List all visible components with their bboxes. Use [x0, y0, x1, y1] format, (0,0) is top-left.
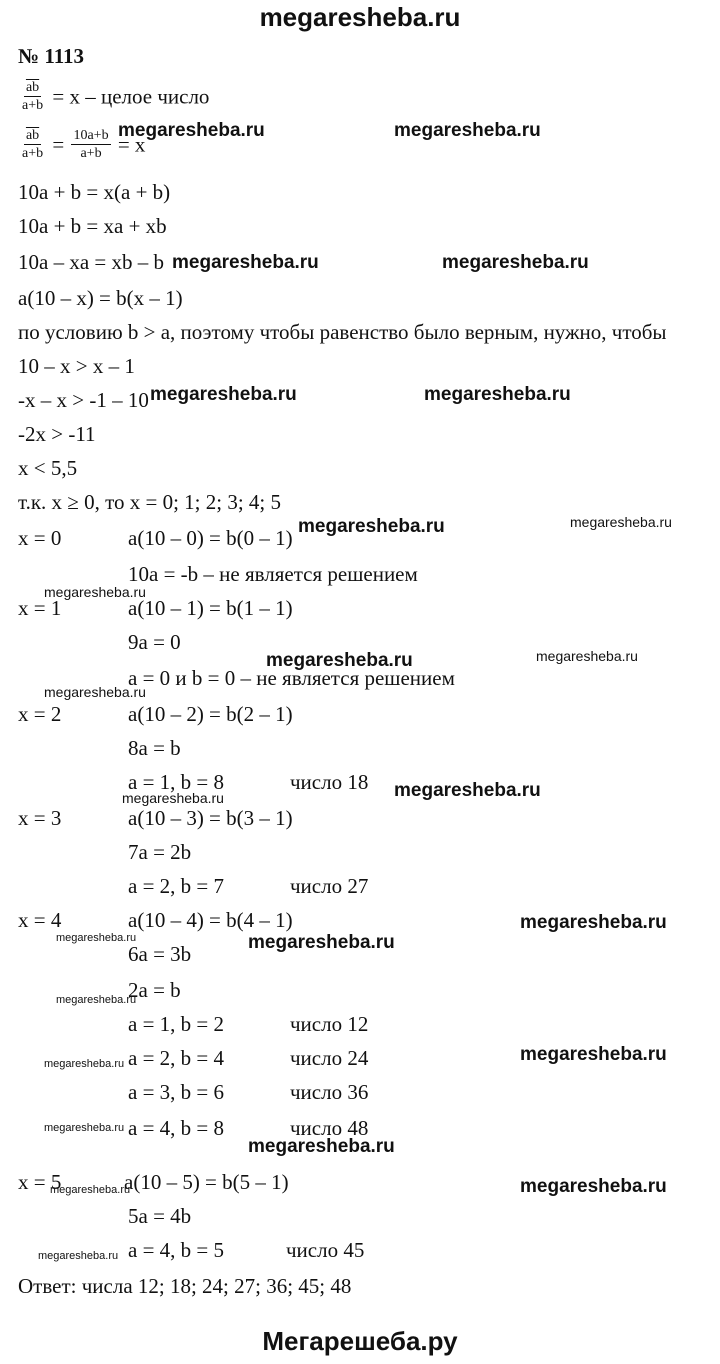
site-header: megaresheba.ru [259, 2, 461, 32]
derivation-line: x < 5,5 [18, 456, 78, 480]
derivation-line: -x – x > -1 – 10 [18, 388, 149, 412]
case-step: 8a = b [128, 736, 181, 760]
fraction [20, 80, 45, 113]
case-result-number: число 24 [290, 1046, 369, 1070]
case-step: 9a = 0 [128, 630, 181, 654]
derivation-line: a(10 – x) = b(x – 1) [18, 286, 183, 310]
watermark: megaresheba.ru [570, 514, 672, 530]
watermark: megaresheba.ru [50, 1184, 131, 1196]
watermark: megaresheba.ru [298, 516, 445, 537]
case-x-label: x = 3 [18, 806, 62, 830]
watermark: megaresheba.ru [122, 790, 224, 806]
watermark: megaresheba.ru [38, 1250, 119, 1262]
watermark: megaresheba.ru [248, 932, 395, 953]
watermark: megaresheba.ru [424, 384, 571, 405]
case-result-ab: a = 4, b = 8 [128, 1116, 225, 1140]
fraction-line-1 [18, 80, 209, 113]
fraction-denominator: a+b [22, 98, 44, 113]
watermark: megaresheba.ru [520, 912, 667, 933]
case-equation: a(10 – 2) = b(2 – 1) [128, 702, 293, 726]
case-step: 2a = b [128, 978, 181, 1002]
site-footer: Мегарешеба.ру [262, 1326, 458, 1356]
watermark: megaresheba.ru [118, 120, 265, 141]
case-x-label: x = 2 [18, 702, 62, 726]
watermark: megaresheba.ru [56, 994, 137, 1006]
watermark: megaresheba.ru [394, 780, 541, 801]
watermark: megaresheba.ru [44, 584, 146, 600]
case-step: a = 0 и b = 0 – не является решением [128, 666, 455, 690]
watermark: megaresheba.ru [520, 1176, 667, 1197]
case-result-ab: a = 2, b = 4 [128, 1046, 225, 1070]
derivation-line: -2x > -11 [18, 422, 96, 446]
case-equation: a(10 – 1) = b(1 – 1) [128, 596, 293, 620]
fraction-denominator: a+b [80, 146, 102, 161]
watermark: megaresheba.ru [394, 120, 541, 141]
case-x-label: x = 4 [18, 908, 62, 932]
watermark: megaresheba.ru [172, 252, 319, 273]
answer-line: Ответ: числа 12; 18; 24; 27; 36; 45; 48 [18, 1274, 352, 1298]
case-result-ab: a = 3, b = 6 [128, 1080, 225, 1104]
watermark: megaresheba.ru [44, 684, 146, 700]
equals-sign: = [47, 132, 70, 157]
case-result-ab: a = 1, b = 2 [128, 1012, 225, 1036]
watermark: megaresheba.ru [536, 648, 638, 664]
case-equation: a(10 – 4) = b(4 – 1) [128, 908, 293, 932]
case-step: 6a = 3b [128, 942, 192, 966]
case-step: 10a = -b – не является решением [128, 562, 418, 586]
case-result-number: число 18 [290, 770, 369, 794]
case-result-number: число 12 [290, 1012, 369, 1036]
case-result-ab: a = 4, b = 5 [128, 1238, 225, 1262]
fraction [71, 128, 110, 161]
case-result-number: число 48 [290, 1116, 369, 1140]
fraction-numerator: $\overline{ab}$ [25, 128, 40, 143]
fraction-rest: = x – целое число [47, 84, 210, 109]
derivation-line: 10a – xa = xb – b [18, 250, 164, 274]
case-equation: a(10 – 3) = b(3 – 1) [128, 806, 293, 830]
case-step: 7a = 2b [128, 840, 192, 864]
derivation-line: т.к. x ≥ 0, то x = 0; 1; 2; 3; 4; 5 [18, 490, 281, 514]
watermark: megaresheba.ru [44, 1058, 125, 1070]
fraction-rest: = x [112, 132, 146, 157]
watermark: megaresheba.ru [44, 1122, 125, 1134]
case-equation: a(10 – 5) = b(5 – 1) [124, 1170, 289, 1194]
condition-line: по условию b > a, поэтому чтобы равенство было верным, нужно, чтобы [18, 320, 667, 344]
fraction [20, 128, 45, 161]
fraction-denominator: a+b [22, 146, 44, 161]
problem-number: № 1113 [18, 44, 85, 68]
derivation-line: 10a + b = x(a + b) [18, 180, 171, 204]
case-step: 5a = 4b [128, 1204, 192, 1228]
watermark: megaresheba.ru [248, 1136, 395, 1157]
case-result-number: число 27 [290, 874, 369, 898]
case-result-ab: a = 1, b = 8 [128, 770, 225, 794]
derivation-line: 10a + b = xa + xb [18, 214, 167, 238]
watermark: megaresheba.ru [520, 1044, 667, 1065]
case-result-number: число 45 [286, 1238, 365, 1262]
watermark: megaresheba.ru [442, 252, 589, 273]
watermark: megaresheba.ru [150, 384, 297, 405]
case-x-label: x = 0 [18, 526, 62, 550]
watermark: megaresheba.ru [266, 650, 413, 671]
case-result-ab: a = 2, b = 7 [128, 874, 225, 898]
fraction-numerator: $\overline{ab}$ [25, 80, 40, 95]
watermark: megaresheba.ru [56, 932, 137, 944]
case-x-label: x = 1 [18, 596, 62, 620]
case-x-label: x = 5 [18, 1170, 62, 1194]
case-equation: a(10 – 0) = b(0 – 1) [128, 526, 293, 550]
derivation-line: 10 – x > x – 1 [18, 354, 135, 378]
case-result-number: число 36 [290, 1080, 369, 1104]
fraction-numerator: 10a+b [73, 128, 109, 143]
